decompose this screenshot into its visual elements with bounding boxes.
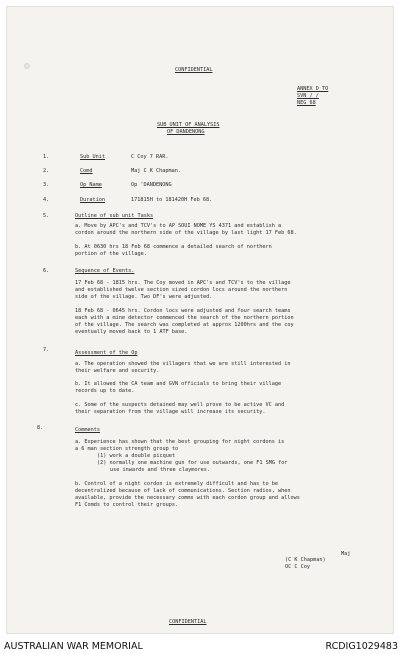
- section-6-line: side of the village. Two DF's were adjusted.: [75, 294, 213, 300]
- section-8-line: a 6 man section strength group to: [75, 446, 179, 452]
- section-8-line: b. Control of a night cordon is extremely difficult and has to be: [75, 481, 279, 487]
- punch-hole-icon: [24, 63, 30, 69]
- field-3-number: 3.: [43, 182, 50, 188]
- signature-rank: Maj: [341, 551, 351, 557]
- signature-name: (C K Chapman): [285, 557, 326, 563]
- field-2-label: Comd: [80, 168, 93, 174]
- classification-bottom: CONFIDENTIAL: [169, 619, 207, 625]
- footer-record-id: RCDIG1029483: [325, 641, 398, 652]
- field-2-value: Maj C K Chapman.: [131, 168, 181, 174]
- archive-footer: [0, 638, 404, 654]
- section-6-line: and established twelve section sized cordon locs around the northern: [75, 287, 288, 293]
- field-4-label: Duration: [80, 197, 105, 203]
- section-6-line: each with a mine detector commenced the search of the northern portion: [75, 315, 294, 321]
- section-7-line: a. The operation showed the villagers that we are still interested in: [75, 361, 291, 367]
- footer-source: AUSTRALIAN WAR MEMORIAL: [4, 641, 143, 652]
- field-4-number: 4.: [43, 197, 50, 203]
- section-7-number: 7.: [43, 347, 50, 353]
- section-8-line: F1 Comds to control their groups.: [75, 502, 179, 508]
- title-line-2: OF DANDENONG: [167, 129, 205, 135]
- title-line-1: SUB UNIT OF ANALYSIS: [157, 122, 220, 128]
- section-8-line: decentralized because of lack of communications. Section radios, when: [75, 488, 291, 494]
- section-8-line: (2) normally one machine gun for use outwards, one F1 SMG for: [97, 460, 288, 466]
- classification-top: CONFIDENTIAL: [175, 67, 213, 73]
- section-7-line: their welfare and security.: [75, 368, 160, 374]
- section-8-line: (1) work a double picquet: [97, 453, 176, 459]
- annex-line-2: SVN / /: [297, 93, 319, 99]
- field-1-value: C Coy 7 RAR.: [131, 154, 169, 160]
- section-5-line: b. At 0630 hrs 18 Feb 68 commence a detailed search of northern: [75, 244, 272, 250]
- section-8-line: a. Experience has shown that the best grouping for night cordons is: [75, 439, 285, 445]
- section-6-number: 6.: [43, 268, 50, 274]
- section-5-line: a. Move by APC's and TCV's to AP SOUI NOME YS 4371 and establish a: [75, 223, 282, 229]
- section-8-heading: Comments: [75, 427, 100, 433]
- field-3-value: Op 'DANDENONG: [131, 182, 172, 188]
- section-7-heading: Assessment of the Op: [75, 350, 138, 356]
- section-5-line: cordon around the northern side of the village by last light 17 Feb 68.: [75, 230, 297, 236]
- annex-line-1: ANNEX D TO: [297, 86, 329, 92]
- field-2-number: 2.: [43, 168, 50, 174]
- field-1-label: Sub Unit: [80, 154, 105, 160]
- section-7-line: c. Some of the suspects detained may well prove to be active VC and: [75, 402, 285, 408]
- field-4-value: 171815H to 181420H Feb 68.: [131, 197, 213, 203]
- section-5-number: 5.: [43, 213, 50, 219]
- section-5-heading: Outline of sub unit Tasks: [75, 213, 154, 219]
- section-6-line: 17 Feb 68 - 1815 hrs. The Coy moved in APC's and TCV's to the village: [75, 280, 291, 286]
- section-7-line: records up to date.: [75, 388, 135, 394]
- section-7-line: b. It allowed the CA team and GVN officials to bring their village: [75, 381, 282, 387]
- section-5-line: portion of the village.: [75, 251, 147, 257]
- section-8-line: use inwards and three claymores.: [110, 467, 210, 473]
- section-6-line: of the village. The search was completed at approx 1200hrs and the coy: [75, 322, 294, 328]
- document-page: [6, 6, 394, 634]
- section-6-heading: Sequence of Events.: [75, 268, 135, 274]
- section-6-line: eventually moved back to 1 ATF base.: [75, 329, 188, 335]
- field-3-label: Op Name: [80, 182, 102, 188]
- annex-line-3: NEG 68: [297, 100, 316, 106]
- section-8-line: available, provide the necessary comms with each cordon group and allows: [75, 495, 300, 501]
- section-8-number: 8.: [37, 425, 44, 431]
- section-7-line: their separation from the village will increase its security.: [75, 409, 266, 415]
- signature-appointment: OC C Coy: [285, 564, 310, 570]
- field-1-number: 1.: [43, 154, 50, 160]
- section-6-line: 18 Feb 68 - 0645 hrs. Cordon locs were adjusted and four search teams: [75, 308, 291, 314]
